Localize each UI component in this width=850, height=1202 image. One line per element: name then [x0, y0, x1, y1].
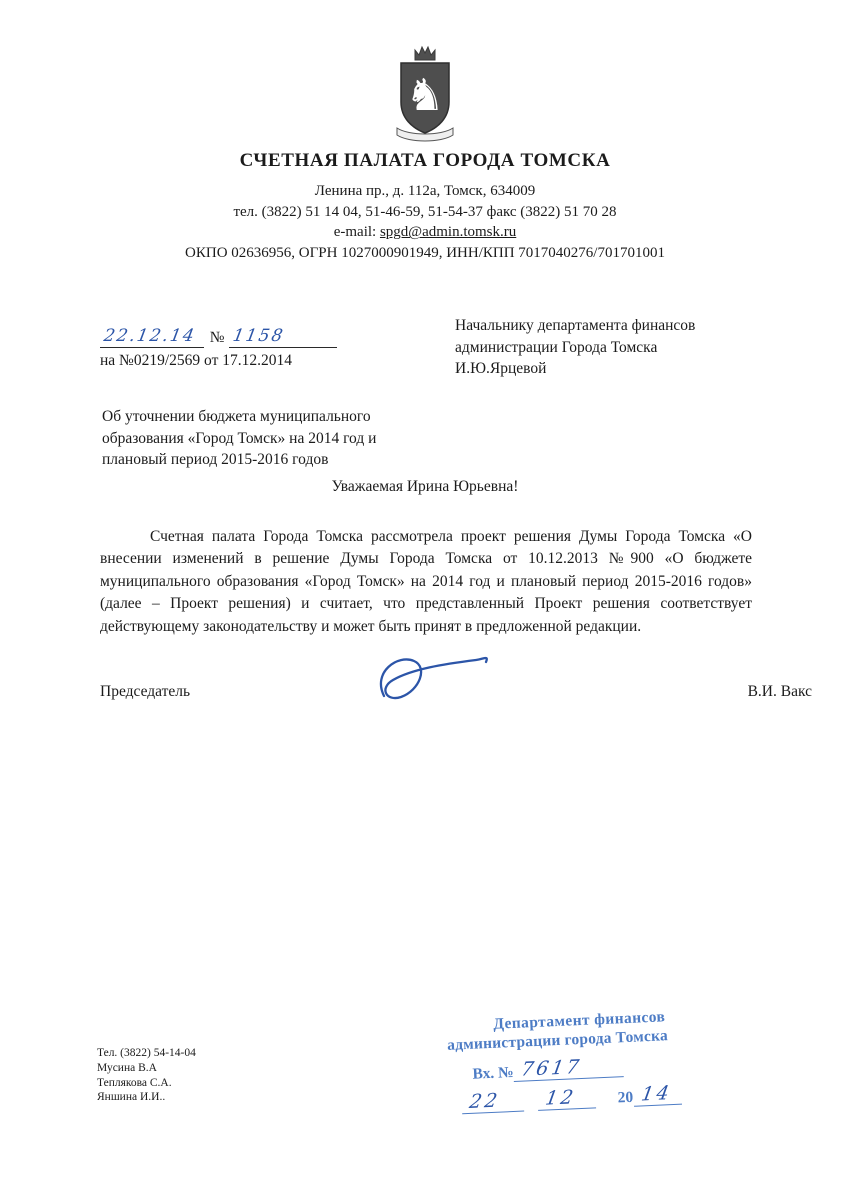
stamp-department-line-2: администрации города Томска — [446, 1027, 669, 1054]
stamp-inbox-number-field — [513, 1054, 624, 1082]
stamp-inbox-label: Вх. № — [472, 1063, 515, 1083]
email-address: spgd@admin.tomsk.ru — [379, 224, 517, 241]
subject-block — [102, 406, 442, 471]
stamp-department-line-1: Департамент финансов — [492, 1008, 666, 1033]
executor-contacts — [97, 1046, 196, 1105]
stamp-date-row — [449, 1080, 716, 1115]
addressee-line-2: администрации Города Томска — [455, 338, 658, 356]
handwritten-inbox-number: 7617 — [519, 1055, 584, 1081]
signatory-title: Председатель — [100, 683, 191, 700]
addressee-block — [455, 315, 695, 380]
letterhead-codes: ОКПО 02636956, ОГРН 1027000901949, ИНН/КПП 7017040276/701701001 — [185, 245, 665, 262]
organization-name: СЧЕТНАЯ ПАЛАТА ГОРОДА ТОМСКА — [239, 150, 611, 171]
incoming-reference: на №0219/2569 от 17.12.2014 — [100, 352, 292, 369]
signature-path — [381, 658, 487, 698]
salutation: Уважаемая Ирина Юрьевна! — [331, 478, 519, 495]
executor-phone: Тел. (3822) 54-14-04 — [97, 1047, 196, 1059]
stamp-inbox-row — [448, 1050, 715, 1085]
reference-block — [100, 326, 435, 370]
signature-stroke — [368, 650, 508, 710]
executor-name-1: Мусина В.А — [97, 1061, 157, 1074]
letterhead-phones: тел. (3822) 51 14 04, 51-46-59, 51-54-37 факс (3822) 51 70 28 — [233, 203, 617, 220]
crown-shape — [415, 47, 435, 60]
handwritten-day: 22 — [467, 1089, 502, 1113]
outgoing-date-field — [100, 326, 204, 348]
outgoing-ref-row — [100, 326, 435, 348]
outgoing-number-field — [229, 326, 337, 348]
subject-line-3: плановый период 2015-2016 годов — [102, 451, 329, 468]
addressee-line-3: И.Ю.Ярцевой — [455, 360, 547, 377]
letterhead-contact-block — [0, 181, 850, 264]
horse-glyph: ♞ — [405, 70, 445, 121]
letterhead-address: Ленина пр., д. 112а, Томск, 634009 — [314, 183, 536, 199]
stamp-month-field — [537, 1085, 596, 1111]
handwritten-date: 22.12.14 — [102, 326, 198, 346]
handwritten-month: 12 — [543, 1086, 578, 1110]
city-coat-of-arms-icon — [389, 42, 461, 147]
stamp-day-field — [461, 1089, 524, 1115]
number-sign: № — [209, 329, 225, 346]
email-label: e-mail: — [333, 224, 380, 241]
stamp-year-field — [633, 1082, 682, 1107]
executor-name-3: Яншина И.И.. — [97, 1091, 166, 1104]
letterhead-email-line — [0, 222, 850, 243]
signatory-name: В.И. Вакс — [747, 683, 812, 700]
coat-of-arms-graphic — [389, 42, 461, 142]
incoming-registration-stamp — [446, 1006, 716, 1115]
executor-name-2: Теплякова С.А. — [97, 1076, 172, 1089]
handwritten-signature-icon — [368, 650, 508, 715]
stamp-year-prefix: 20 — [617, 1088, 634, 1107]
addressee-line-1: Начальнику департамента финансов — [455, 317, 696, 334]
subject-line-1: Об уточнении бюджета муниципального — [102, 408, 371, 425]
handwritten-number: 1158 — [230, 326, 286, 346]
subject-line-2: образования «Город Томск» на 2014 год и — [102, 429, 377, 447]
handwritten-year: 14 — [639, 1082, 674, 1106]
letter-body: Счетная палата Города Томска рассмотрела проект решения Думы Города Томска «О внесении изменений в решение Думы Города Томска от 10.12.2013 №900 «О бюджете муниципального образования «Город Томск» на 2014 год и плановый период 2015-2016 годов» (далее – Проект решения) и считает, что представленный Проект решения соответствует действующему законодательству и может быть принят в предложенной редакции. — [100, 527, 752, 635]
